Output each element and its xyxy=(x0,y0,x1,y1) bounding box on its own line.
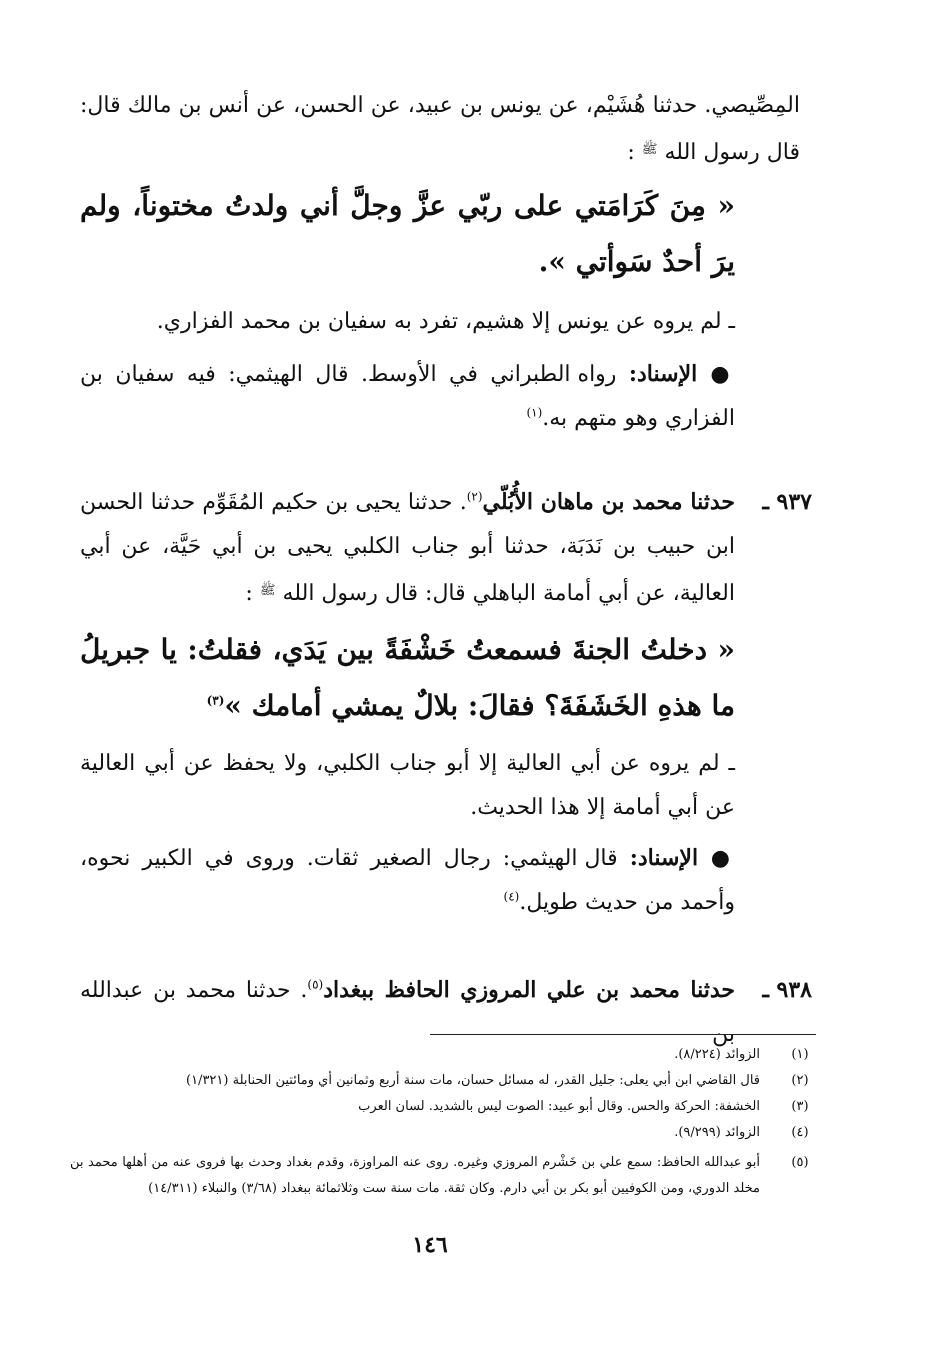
footnote-number: (٣) xyxy=(791,1099,809,1114)
chain-text: . حدثنا محمد بن عبدالله بن xyxy=(80,978,735,1047)
footnote-4 xyxy=(0,1120,940,1146)
paragraph-intro xyxy=(80,84,800,175)
paragraph-937 xyxy=(80,480,735,616)
isnad-1 xyxy=(80,352,735,441)
footnote-3 xyxy=(0,1094,940,1120)
footnote-5 xyxy=(0,1150,940,1230)
hadith-text-937 xyxy=(80,622,735,734)
isnad-937 xyxy=(80,836,735,925)
footnote-text: الزوائد (٨/٢٢٤). xyxy=(674,1047,760,1062)
hadith-number-937: ٩٣٧ ـ xyxy=(762,489,812,515)
note-1: ـ لم يروه عن يونس إلا هشيم، تفرد به سفيان بن محمد الفزاري. xyxy=(156,309,735,334)
isnad-label: ● الإسناد: xyxy=(628,361,735,387)
note-937: ـ لم يروه عن أبي العالية إلا أبو جناب الكلبي، ولا يحفظ عن أبي العالية عن أبي أمامة إلا هذا الحديث. xyxy=(80,751,735,820)
narrator-text: حدثنا محمد بن علي المروزي الحافظ ببغداد xyxy=(323,977,735,1003)
footnote-text: قال القاضي ابن أبي يعلى: جليل القدر، له مسائل حسان، مات سنة أربع وثمانين أي ومائتين الحنابلة (١/٣٢١) xyxy=(186,1073,760,1088)
footnote-number: (١) xyxy=(791,1047,809,1062)
footnote-divider xyxy=(430,1034,816,1035)
hadith-number-938: ٩٣٨ ـ xyxy=(762,977,812,1003)
footnote-number: (٥) xyxy=(791,1155,809,1170)
footnote-ref: (٣) xyxy=(206,693,225,708)
hadith-text-1: « مِنَ كَرَامَتي على ربّي عزَّ وجلَّ أني ولدتُ مختوناً، ولم يرَ أحدٌ سَوأتي ». xyxy=(80,189,735,278)
narrator-text: حدثنا محمد بن ماهان الأُبُلّي xyxy=(482,489,735,515)
hadith-body: « دخلتُ الجنةَ فسمعتُ خَشْفَةً بين يَدَي، فقلتُ: يا جبريلُ ما هذهِ الخَشَفَةَ؟ فقالَ: بلالٌ يمشي أمامك » xyxy=(80,633,735,722)
footnote-ref: (٤) xyxy=(503,889,520,904)
footnote-number: (٤) xyxy=(791,1125,809,1140)
isnad-text: رواه الطبراني في الأوسط. قال الهيثمي: فيه سفيان بن الفزاري وهو متهم به. xyxy=(80,362,735,431)
intro-text: المِصِّيصي. حدثنا هُشَيْم، عن يونس بن عبيد، عن الحسن، عن أنس بن مالك قال: قال رسول الله xyxy=(80,93,800,165)
footnote-2 xyxy=(0,1068,940,1094)
chain-text: . حدثنا يحيى بن حكيم المُقَوِّم حدثنا الحسن ابن حبيب بن نَدَبَة، حدثنا أبو جناب الكلبي يحيى بن أبي حَيَّة، عن أبي العالية، عن أبي أمامة الباهلي قال: قال رسول الله xyxy=(80,490,735,606)
intro-colon: : xyxy=(627,140,635,165)
page-number: ١٤٦ xyxy=(412,1232,448,1258)
isnad-label: ● الإسناد: xyxy=(629,845,735,871)
footnote-text: الزوائد (٩/٢٩٩). xyxy=(674,1125,760,1140)
footnote-ref: (١) xyxy=(526,405,543,420)
chain-colon: : xyxy=(245,581,253,606)
isnad-text: قال الهيثمي: رجال الصغير ثقات. وروى في الكبير نحوه، وأحمد من حديث طويل. xyxy=(80,846,735,915)
footnote-number: (٢) xyxy=(791,1073,809,1088)
footnote-ref: (٢) xyxy=(466,489,483,504)
salutation-glyph: ﷺ xyxy=(641,142,658,157)
footnote-ref: (٥) xyxy=(307,977,324,992)
footnote-text: أبو عبدالله الحافظ: سمع علي بن خَشْرم المروزي وغيره. روى عنه المراوزة، وقدم بغداد وحدث بها فروى عنه من أهلها محمد بن مخلد الدوري، ومن الكوفيين أبو بكر بن أبي دارم. وكان ثقة. مات سنة ست وثلاثمائة ببغداد (٣/٦٨) والنبلاء (١٤/٣١١) xyxy=(70,1155,760,1196)
footnote-text: الخشفة: الحركة والحس. وقال أبو عبيد: الصوت ليس بالشديد. لسان العرب xyxy=(358,1099,760,1114)
salutation-glyph: ﷺ xyxy=(259,583,276,598)
footnote-1 xyxy=(0,1042,940,1068)
